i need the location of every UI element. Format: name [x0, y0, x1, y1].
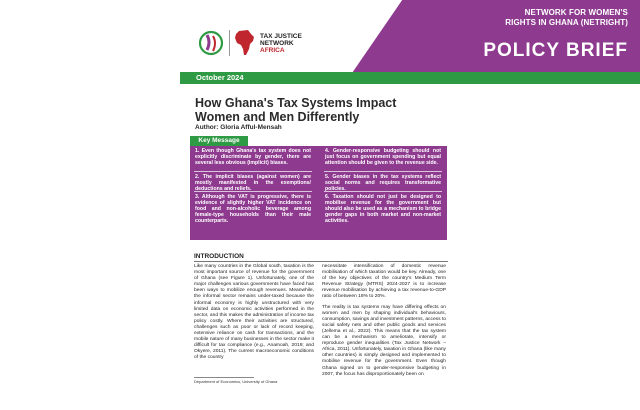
intro-paragraph: The reality is tax systems may have differing effects on women and men by shaping individual's behaviours, consumption, savings and investment patterns, access to social safety nets and other public goods and services (Jellema et al., 2022). This means that the tax system can be a mechanism to ameliorate, intensify or reproduce gender inequalities (Tax Justice Network – Africa, 2011). Unfortunately, taxation in Ghana (like many other countries) is simply designed and implemented to mobilise revenue for the government. Even though Ghana signed on to gender-responsive budgeting in 2007, the focus has disproportionately been on: [322, 304, 446, 377]
key-message-item: 4. Gender-responsive budgeting should not just focus on government spending but equal attention should be given to the revenue side.: [325, 148, 441, 166]
key-message-item: 6. Taxation should not just be designed to mobilise revenue for the government but should also be used as a mechanism to bridge gender gaps in both market and non-market activities.: [325, 194, 441, 224]
tjna-line2: NETWORK: [260, 40, 294, 47]
key-message-right-column: [320, 146, 446, 227]
tjna-line3: AFRICA: [260, 47, 285, 54]
key-message-item: 3. Although the VAT is progressive, there is evidence of slightly higher VAT incidence on food and non-alcoholic beverage among female-type households than their male counterparts.: [195, 194, 311, 224]
org-name-line2: RIGHTS IN GHANA (NETRIGHT): [505, 17, 628, 27]
doc-type-title: POLICY BRIEF: [483, 40, 628, 61]
key-message-left-column: [190, 146, 316, 227]
author-affiliation-footnote: Department of Economics, University of Ghana: [194, 379, 278, 384]
key-message-item: 5. Gender biases in the tax systems reflect social norms and requires transformative policies.: [325, 174, 441, 192]
africa-map-icon: [234, 29, 256, 57]
netright-logo-icon: [198, 30, 224, 56]
date-bar: [180, 72, 640, 84]
org-name-line1: NETWORK FOR WOMEN'S: [524, 8, 628, 17]
logo-divider: [229, 30, 230, 56]
tjna-wordmark: [260, 33, 302, 54]
intro-paragraph: necessitate intensification of domestic revenue mobilisation of which taxation would be key. Already, one of the key objectives of the country's Medium Term Revenue Strategy (MTRS) 2024-2027 is to increase revenue mobilisation by achieving a tax revenue-to-GDP ratio of between 18% to 20%.: [322, 264, 446, 300]
publication-date: October 2024: [196, 73, 244, 82]
footnote-rule: [194, 377, 254, 378]
intro-column-2: [322, 264, 446, 382]
author-line: Author: Gloria Afful-Mensah: [195, 124, 282, 131]
key-message-item: 2. The implicit biases (against women) are mostly manifested in the exemptions/ deductions and reliefs.: [195, 174, 311, 192]
tjna-line1: TAX JUSTICE: [260, 33, 302, 40]
org-name: [318, 8, 628, 27]
key-message-box: [190, 146, 447, 240]
key-message-item: 1. Even though Ghana's tax system does not explicitly discriminate by gender, there are several less obvious (implicit) biases.: [195, 148, 311, 166]
section-rule: [194, 261, 448, 262]
brief-title: How Ghana's Tax Systems Impact Women and Men Differently: [195, 96, 397, 124]
intro-column-1: Like many countries in the Global south, taxation is the most important source of revenue for the government of Ghana (see Figure 1). Unfortunately, one of the major challenges various governments have faced has been ways to mobilize enough revenues. Meanwhile, the informal sector remains under-taxed because the informal economy is highly unstructured with very limited data on economic activities performed in the sector, and this makes the administration of income tax policy costly. Where their activities are structured, challenges such as poor or lack of record keeping, extensive reliance on cash for transactions, and the mobile nature of many businesses in the sector make it difficult for tax compliance (e.g., Anamoah, 2019; and Okyere, 2011). The current macroeconomic conditions of the country: [194, 264, 314, 361]
introduction-heading: INTRODUCTION: [194, 253, 244, 260]
key-message-label: Key Message: [190, 136, 248, 146]
